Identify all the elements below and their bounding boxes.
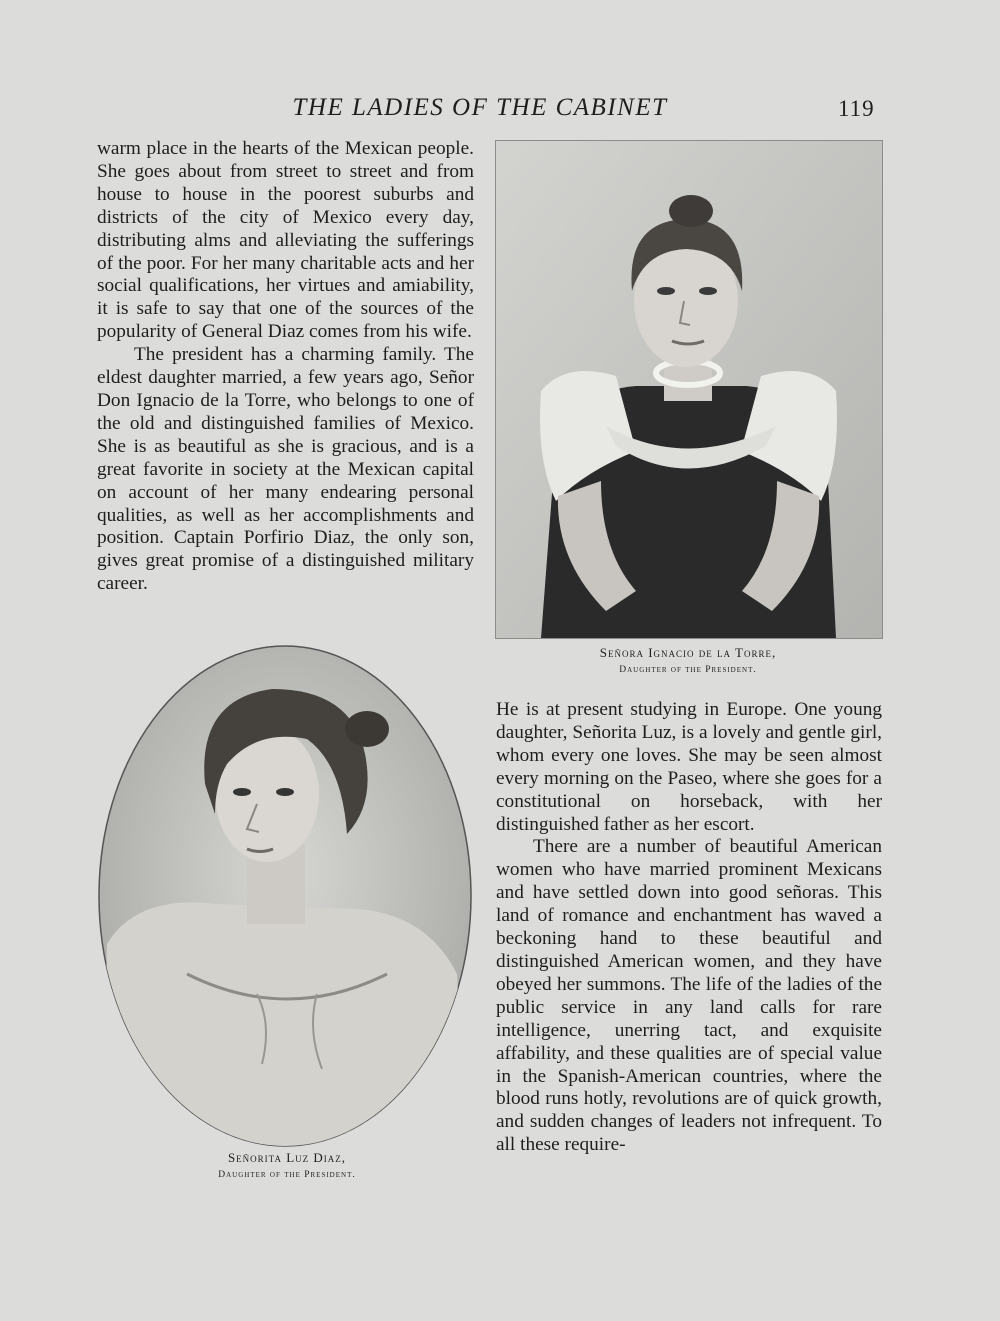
paragraph: warm place in the hearts of the Mexican people. She goes about from street to street and from house to house in the poorest suburbs and districts of the city of Mexico every day, distributing alms and alleviating the sufferings of the poor. For her many charitable acts and her social qualifications, her virtues and amiability, it is safe to say that one of the sources of the popularity of General Diaz comes from his wife.	[97, 138, 474, 343]
oval-portrait-senorita-luz-diaz	[97, 644, 473, 1156]
right-text-column	[496, 699, 882, 1157]
paragraph: The president has a charming family. The eldest daughter married, a few years ago, Señor Don Ignacio de la Torre, who belongs to one of the old and distinguished families of Mexico. She is as beautiful as she is gracious, and is a great favorite in society at the Mexican capital on account of her many endearing personal qualities, as well as her accomplishments and position. Captain Porfirio Diaz, the only son, gives great promise of a distinguished military career.	[97, 344, 474, 595]
paragraph: There are a number of beautiful American women who have married prominent Mexicans and have settled down into good señoras. This land of romance and enchantment has waved a beckoning hand to these beautiful and distinguished American women, and they have obeyed her summons. The life of the ladies of the public service in any land calls for rare intelligence, unerring tact, and exquisite affability, and these qualities are of special value in the Spanish-American countries, where the blood runs hotly, revolutions are of quick growth, and sudden changes of leaders not infrequent. To all these require-	[496, 836, 882, 1156]
page-number: 119	[838, 96, 875, 121]
caption-subtitle: Daughter of the President.	[218, 1170, 356, 1180]
caption-name: Señora Ignacio de la Torre,	[599, 645, 777, 660]
portrait-photo-senora-de-la-torre	[495, 140, 883, 639]
figure-caption-right	[495, 645, 881, 675]
caption-subtitle: Daughter of the President.	[619, 665, 757, 675]
running-title: THE LADIES OF THE CABINET	[292, 94, 668, 121]
paragraph: He is at present studying in Europe. One young daughter, Señorita Luz, is a lovely and gentle girl, whom every one loves. She may be seen almost every morning on the Paseo, where she goes for a constitutional on horseback, with her distinguished father as her escort.	[496, 699, 882, 835]
left-text-column	[97, 138, 474, 596]
caption-name: Señorita Luz Diaz,	[227, 1150, 347, 1165]
figure-caption-left	[132, 1150, 442, 1180]
